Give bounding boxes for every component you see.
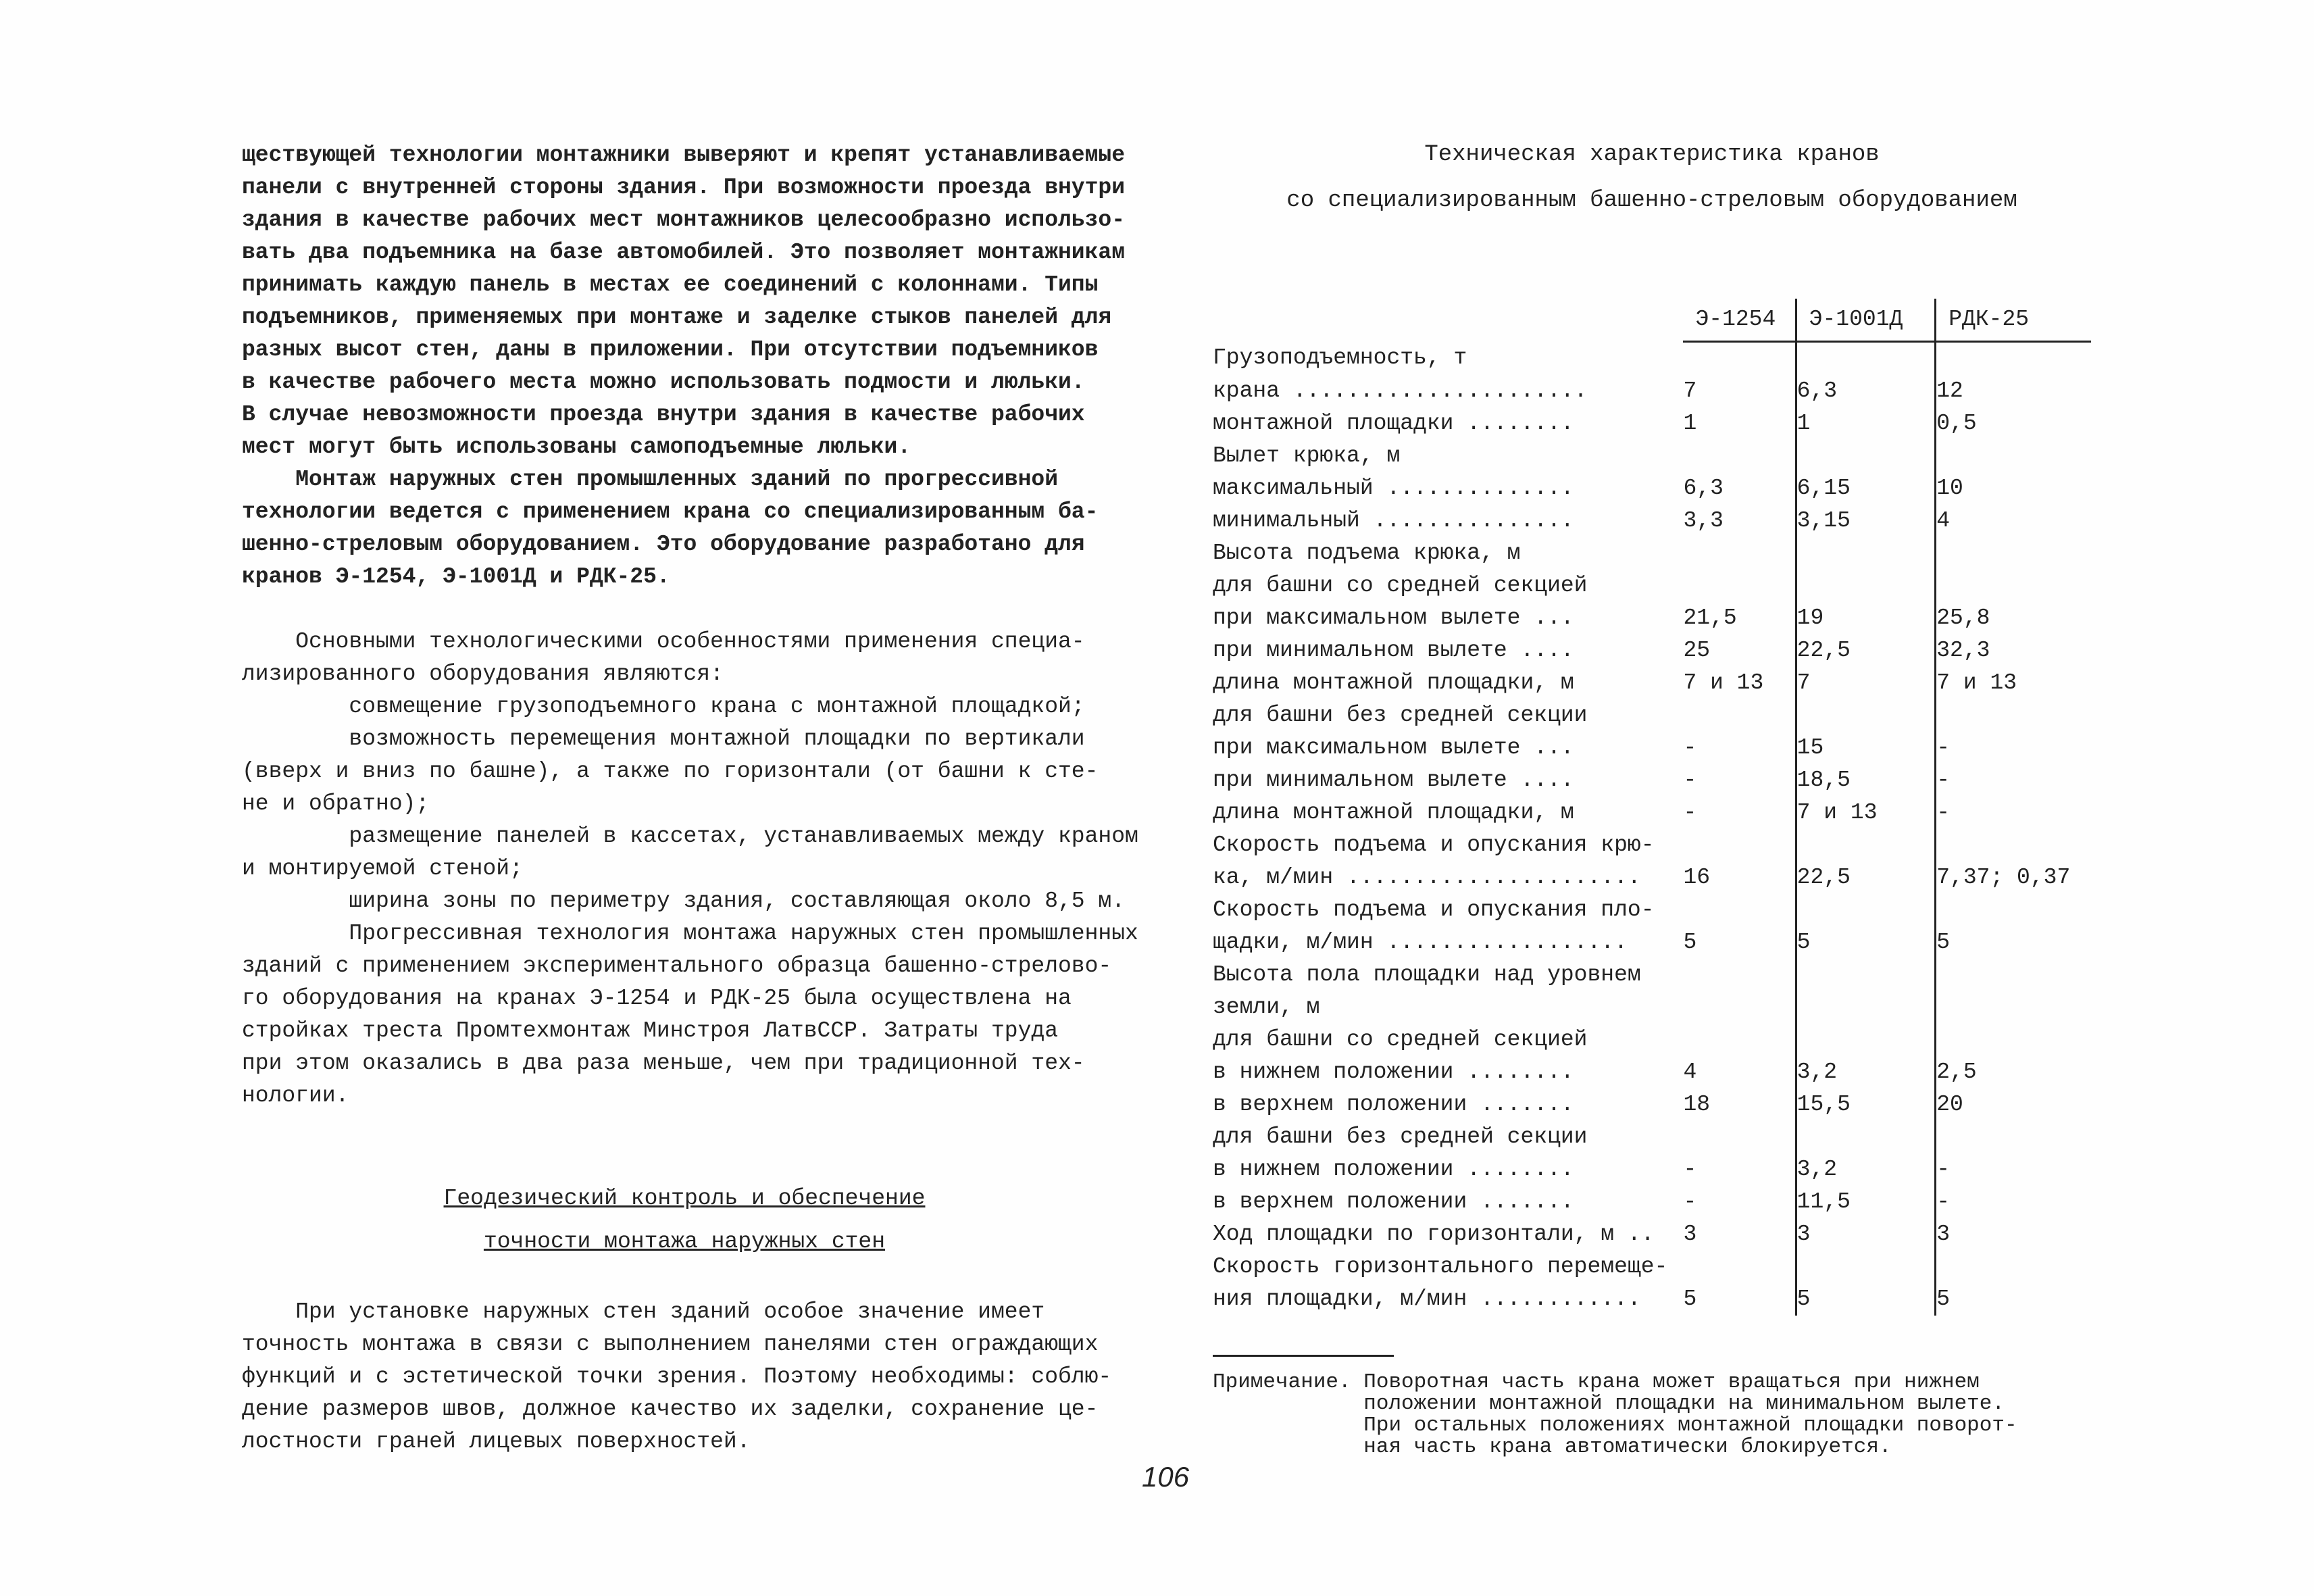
row-label: Высота пола площадки над уровнем земли, м <box>1213 962 1641 1020</box>
text-line: и монтируемой стеной; <box>242 856 523 881</box>
row-value <box>1936 440 2091 472</box>
row-value: 10 <box>1936 472 2091 505</box>
table-row <box>1213 1121 2091 1153</box>
row-value: 3,2 <box>1796 1153 1936 1186</box>
row-label: для башни со средней секцией <box>1213 573 1588 598</box>
row-value: 15 <box>1796 732 1936 764</box>
row-value: 6,15 <box>1796 472 1936 505</box>
row-value: 3 <box>1796 1218 1936 1251</box>
text-line: принимать каждую панель в местах ее соединений с колоннами. Типы <box>242 272 1099 297</box>
row-label: при минимальном вылете .... <box>1213 638 1574 663</box>
table-row <box>1213 764 2091 797</box>
text-line: При установке наружных стен зданий особое значение имеет <box>242 1299 1045 1324</box>
row-label: Ход площадки по горизонтали, м .. <box>1213 1222 1655 1247</box>
row-value: 20 <box>1936 1089 2091 1121</box>
row-value: 11,5 <box>1796 1186 1936 1218</box>
footnote <box>1213 1372 2091 1458</box>
row-value: 18,5 <box>1796 764 1936 797</box>
text-line: подъемников, применяемых при монтаже и заделке стыков панелей для <box>242 305 1112 330</box>
row-label: Скорость подъема и опускания крю- ка, м/мин ...................... <box>1213 832 1655 890</box>
row-value: 2,5 <box>1936 1056 2091 1089</box>
table-row <box>1213 537 2091 570</box>
row-value: 19 <box>1796 602 1936 634</box>
table-row <box>1213 602 2091 634</box>
table-row <box>1213 1153 2091 1186</box>
text-line: здания в качестве рабочих мест монтажников целесообразно использо- <box>242 207 1126 232</box>
row-value <box>1683 1024 1796 1056</box>
text-line: В случае невозможности проезда внутри здания в качестве рабочих <box>242 402 1085 427</box>
row-label: крана ...................... <box>1213 378 1588 403</box>
text-line: (вверх и вниз по башне), а также по горизонтали (от башни к сте- <box>242 759 1099 784</box>
row-value: 5 <box>1796 894 1936 959</box>
row-value: 3,3 <box>1683 508 1724 533</box>
row-value: 16 <box>1683 865 1711 890</box>
text-line: зданий с применением экспериментального образца башенно-стрелово- <box>242 953 1112 978</box>
row-label: для башни со средней секцией <box>1213 1027 1588 1052</box>
footnote-line: При остальных положениях монтажной площадки поворот- <box>1213 1414 2017 1437</box>
row-value: 21,5 <box>1683 605 1737 630</box>
text-line: точность монтажа в связи с выполнением панелями стен ограждающих <box>242 1332 1099 1357</box>
text-line: разных высот стен, даны в приложении. При отсутствии подъемников <box>242 337 1099 362</box>
text-line: размещение панелей в кассетах, устанавливаемых между краном <box>242 824 1138 849</box>
row-value <box>1936 1024 2091 1056</box>
table-row <box>1213 342 2091 376</box>
row-label: при максимальном вылете ... <box>1213 735 1574 760</box>
row-value <box>1936 537 2091 570</box>
row-value: - <box>1936 797 2091 829</box>
row-value <box>1796 1024 1936 1056</box>
row-value <box>1796 959 1936 1024</box>
row-value: 25 <box>1683 638 1711 663</box>
text-line: лизированного оборудования являются: <box>242 662 724 687</box>
text-line: функций и с эстетической точки зрения. Поэтому необходимы: соблю- <box>242 1364 1112 1389</box>
table-row <box>1213 407 2091 440</box>
row-value <box>1683 537 1796 570</box>
text-line: Основными технологическими особенностями применения специа- <box>242 629 1085 654</box>
row-value <box>1683 699 1796 732</box>
text-line: возможность перемещения монтажной площадки по вертикали <box>242 726 1085 751</box>
row-value: - <box>1683 735 1697 760</box>
row-value: - <box>1936 764 2091 797</box>
row-label: для башни без средней секции <box>1213 1124 1588 1149</box>
page-number: 106 <box>1142 1461 1190 1493</box>
row-value: 7 <box>1796 667 1936 699</box>
table-row <box>1213 472 2091 505</box>
section-heading-line1: Геодезический контроль и обеспечение <box>443 1186 926 1211</box>
row-value <box>1683 440 1796 472</box>
row-value <box>1936 959 2091 1024</box>
crane-specs-table <box>1213 299 2091 1316</box>
text-line: панели с внутренней стороны здания. При возможности проезда внутри <box>242 175 1126 200</box>
header-crane-e1254: Э-1254 <box>1683 299 1796 342</box>
row-label: Грузоподъемность, т <box>1213 345 1467 371</box>
row-value <box>1683 342 1796 376</box>
section-heading-line2: точности монтажа наружных стен <box>483 1229 886 1254</box>
row-value: 4 <box>1683 1059 1697 1084</box>
row-value: 25,8 <box>1936 602 2091 634</box>
row-value <box>1796 570 1936 602</box>
left-column <box>242 139 1138 1458</box>
row-value: 18 <box>1683 1092 1711 1117</box>
row-value <box>1936 342 2091 376</box>
paragraph-features <box>242 626 1138 1112</box>
text-line: ширина зоны по периметру здания, составляющая около 8,5 м. <box>242 889 1126 914</box>
text-line: Монтаж наружных стен промышленных зданий по прогрессивной <box>242 467 1058 492</box>
header-crane-e1001d: Э-1001Д <box>1796 299 1936 342</box>
text-line: мест могут быть использованы самоподъемные люльки. <box>242 434 911 459</box>
row-value: - <box>1683 1189 1697 1214</box>
row-label: Высота подъема крюка, м <box>1213 541 1521 566</box>
row-label: максимальный .............. <box>1213 476 1574 501</box>
row-value <box>1796 440 1936 472</box>
row-value: 5 <box>1936 894 2091 959</box>
table-row <box>1213 1056 2091 1089</box>
text-line: дение размеров швов, должное качество их заделки, сохранение це- <box>242 1397 1099 1422</box>
row-value: 6,3 <box>1683 476 1724 501</box>
text-line: технологии ведется с применением крана со специализированным ба- <box>242 499 1099 524</box>
row-value: - <box>1683 1157 1697 1182</box>
row-value: 5 <box>1796 1251 1936 1316</box>
table-title-line1: Техническая характеристика кранов <box>1424 142 1880 168</box>
table-row <box>1213 375 2091 407</box>
footnote-rule <box>1213 1355 1394 1357</box>
row-value: 7,37; 0,37 <box>1936 829 2091 894</box>
text-line: шенно-стреловым оборудованием. Это оборудование разработано для <box>242 532 1085 557</box>
text-line: при этом оказались в два раза меньше, чем при традиционной тех- <box>242 1051 1085 1076</box>
row-value: 1 <box>1683 411 1697 436</box>
row-value: - <box>1683 768 1697 793</box>
row-value: 1 <box>1796 407 1936 440</box>
row-value: 5 <box>1683 1287 1697 1312</box>
row-value: 6,3 <box>1796 375 1936 407</box>
row-value: 32,3 <box>1936 634 2091 667</box>
row-value <box>1936 570 2091 602</box>
text-line: вать два подъемника на базе автомобилей. Это позволяет монтажникам <box>242 240 1126 265</box>
row-label: Скорость подъема и опускания пло- щадки, м/мин .................. <box>1213 897 1655 955</box>
text-line: совмещение грузоподъемного крана с монтажной площадкой; <box>242 694 1085 719</box>
header-crane-rdk25: РДК-25 <box>1936 299 2091 342</box>
row-value <box>1936 699 2091 732</box>
row-label: монтажной площадки ........ <box>1213 411 1574 436</box>
row-value <box>1936 1121 2091 1153</box>
table-row <box>1213 667 2091 699</box>
table-row <box>1213 1024 2091 1056</box>
row-label: Вылет крюка, м <box>1213 443 1401 468</box>
table-row <box>1213 732 2091 764</box>
table-title-line2: со специализированным башенно-стреловым оборудованием <box>1286 188 2017 214</box>
table-row <box>1213 570 2091 602</box>
table-row <box>1213 959 2091 1024</box>
table-row <box>1213 829 2091 894</box>
row-label: в верхнем положении ....... <box>1213 1092 1574 1117</box>
table-row <box>1213 894 2091 959</box>
table-row <box>1213 1218 2091 1251</box>
row-value <box>1683 570 1796 602</box>
row-value: 22,5 <box>1796 829 1936 894</box>
row-value <box>1683 959 1796 1024</box>
row-value: 12 <box>1936 375 2091 407</box>
row-value: 3 <box>1936 1218 2091 1251</box>
row-label: длина монтажной площадки, м <box>1213 670 1574 695</box>
footnote-line: Примечание. Поворотная часть крана может вращаться при нижнем <box>1213 1370 1980 1394</box>
row-value: 7 и 13 <box>1936 667 2091 699</box>
text-line: ществующей технологии монтажники выверяют и крепят устанавливаемые <box>242 143 1126 168</box>
row-value: - <box>1936 1153 2091 1186</box>
text-line: го оборудования на кранах Э-1254 и РДК-25 была осуществлена на <box>242 986 1072 1011</box>
text-line: в качестве рабочего места можно использовать подмости и люльки. <box>242 370 1085 395</box>
table-row <box>1213 505 2091 537</box>
row-value <box>1796 342 1936 376</box>
row-label: в нижнем положении ........ <box>1213 1059 1574 1084</box>
row-value: 3 <box>1683 1222 1697 1247</box>
table-row <box>1213 1186 2091 1218</box>
row-label: при максимальном вылете ... <box>1213 605 1574 630</box>
row-value: 15,5 <box>1796 1089 1936 1121</box>
row-value: 7 и 13 <box>1796 797 1936 829</box>
text-line: не и обратно); <box>242 791 430 816</box>
paragraph-continuation <box>242 139 1127 464</box>
row-value: - <box>1936 1186 2091 1218</box>
row-label: длина монтажной площадки, м <box>1213 800 1574 825</box>
text-line: стройках треста Промтехмонтаж Минстроя ЛатвССР. Затраты труда <box>242 1018 1058 1043</box>
table-row <box>1213 1251 2091 1316</box>
row-value: 3,2 <box>1796 1056 1936 1089</box>
paragraph-geodetic-control <box>242 1296 1127 1458</box>
text-line: лостности граней лицевых поверхностей. <box>242 1429 751 1454</box>
table-row <box>1213 634 2091 667</box>
row-label: в верхнем положении ....... <box>1213 1189 1574 1214</box>
table-row <box>1213 797 2091 829</box>
table-row <box>1213 699 2091 732</box>
row-label: в нижнем положении ........ <box>1213 1157 1574 1182</box>
table-header-row <box>1213 299 2091 342</box>
row-value: 22,5 <box>1796 634 1936 667</box>
row-label: минимальный ............... <box>1213 508 1574 533</box>
text-line: нологии. <box>242 1083 349 1108</box>
row-value <box>1796 537 1936 570</box>
row-label: Скорость горизонтального перемеще- ния площадки, м/мин ............ <box>1213 1254 1668 1312</box>
row-label: при минимальном вылете .... <box>1213 768 1574 793</box>
row-value: 5 <box>1683 930 1697 955</box>
text-line: Прогрессивная технология монтажа наружных стен промышленных <box>242 921 1138 946</box>
row-value: - <box>1683 800 1697 825</box>
footnote-line: ная часть крана автоматически блокируется. <box>1213 1435 1892 1459</box>
row-value: 4 <box>1936 505 2091 537</box>
row-value <box>1683 1121 1796 1153</box>
row-value: 3,15 <box>1796 505 1936 537</box>
row-value: 7 <box>1683 378 1697 403</box>
row-value: - <box>1936 732 2091 764</box>
table-row <box>1213 1089 2091 1121</box>
row-value <box>1796 699 1936 732</box>
paragraph-progressive-technology <box>242 464 1127 593</box>
row-value: 0,5 <box>1936 407 2091 440</box>
row-value: 7 и 13 <box>1683 670 1764 695</box>
row-label: для башни без средней секции <box>1213 703 1588 728</box>
footnote-line: положении монтажной площадки на минимальном вылете. <box>1213 1392 2005 1416</box>
row-value <box>1796 1121 1936 1153</box>
row-value: 5 <box>1936 1251 2091 1316</box>
table-row <box>1213 440 2091 472</box>
text-line: кранов Э-1254, Э-1001Д и РДК-25. <box>242 564 670 589</box>
